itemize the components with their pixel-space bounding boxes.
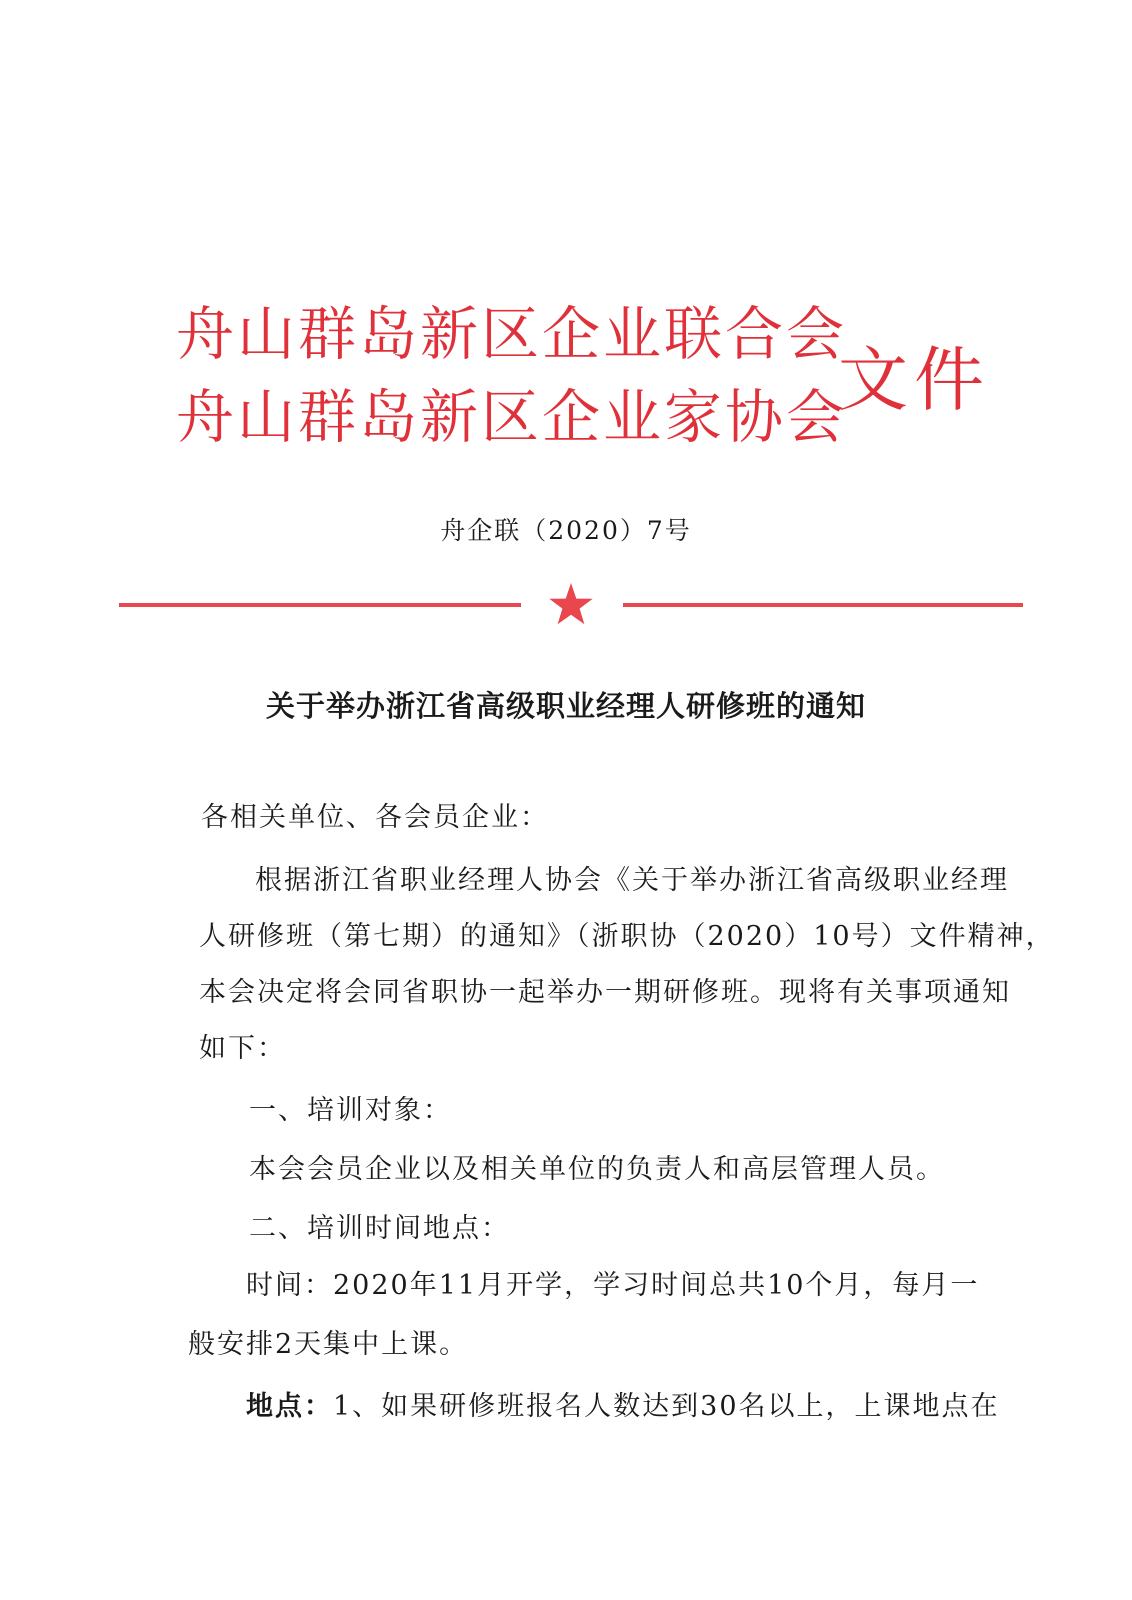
time-text: 2020年11月开学，学习时间总共10个月，每月一 — [333, 1270, 980, 1301]
intro-line-2: 人研修班（第七期）的通知》（浙职协（2020）10号）文件精神， — [199, 921, 1055, 952]
notice-title: 关于举办浙江省高级职业经理人研修班的通知 — [265, 689, 866, 723]
section-1-text: 本会会员企业以及相关单位的负责人和高层管理人员。 — [249, 1154, 945, 1185]
place-text: 1、如果研修班报名人数达到30名以上，上课地点在 — [333, 1391, 1000, 1422]
doc-type-label: 文件 — [838, 339, 990, 421]
place-label: 地点： — [246, 1391, 333, 1422]
document-number: 舟企联（2020）7号 — [440, 516, 692, 545]
section-1-heading: 一、培训对象： — [249, 1095, 452, 1126]
red-divider-left — [119, 603, 521, 607]
time-line — [246, 1266, 979, 1306]
intro-line-3: 本会决定将会同省职协一起举办一期研修班。现将有关事项通知 — [199, 977, 1011, 1008]
intro-line-1: 根据浙江省职业经理人协会《关于举办浙江省高级职业经理 — [255, 865, 1009, 896]
time-line-2: 般安排2天集中上课。 — [188, 1329, 469, 1360]
org-name-line-2: 舟山群岛新区企业家协会 — [176, 383, 848, 451]
section-2-heading: 二、培训时间地点： — [249, 1213, 510, 1244]
intro-line-4: 如下： — [199, 1033, 286, 1064]
red-divider-right — [623, 603, 1023, 607]
place-line — [246, 1387, 1000, 1427]
red-star-icon — [548, 582, 594, 626]
salutation: 各相关单位、各会员企业： — [201, 802, 549, 833]
time-label: 时间： — [246, 1270, 333, 1301]
org-name-line-1: 舟山群岛新区企业联合会 — [176, 300, 848, 368]
